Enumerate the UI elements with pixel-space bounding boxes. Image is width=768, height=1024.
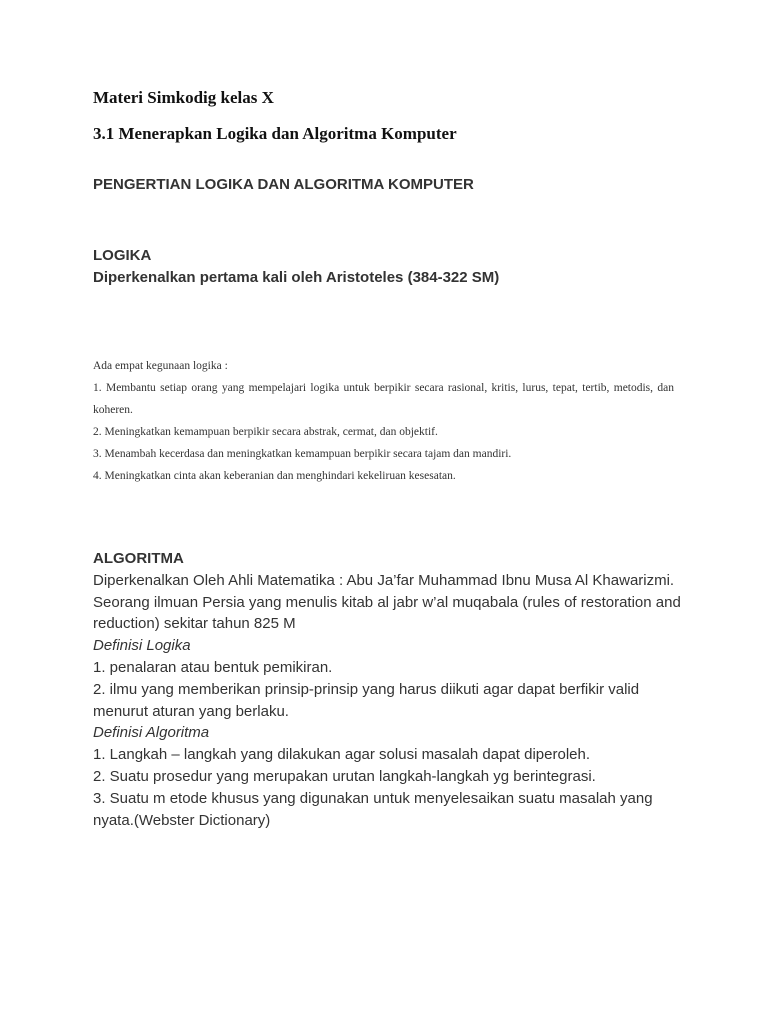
algoritma-heading: ALGORITMA bbox=[93, 550, 184, 567]
definisi-algoritma-heading: Definisi Algoritma bbox=[93, 724, 210, 742]
logika-use-item: 2. Meningkatkan kemampuan berpikir secara abstrak, cermat, dan objektif. bbox=[93, 426, 438, 438]
logika-intro: Diperkenalkan pertama kali oleh Aristoteles (384-322 SM) bbox=[93, 269, 500, 286]
logika-uses-intro: Ada empat kegunaan logika : bbox=[93, 360, 228, 372]
algoritma-section bbox=[93, 548, 683, 831]
definisi-algoritma-item: 2. Suatu prosedur yang merupakan urutan langkah-langkah yg berintegrasi. bbox=[93, 767, 596, 785]
definisi-logika-item: 1. penalaran atau bentuk pemikiran. bbox=[93, 658, 333, 676]
definisi-algoritma-item: 3. Suatu m etode khusus yang digunakan untuk menyelesaikan suatu masalah yang nyata.(Webster Dictionary) bbox=[93, 789, 653, 829]
definisi-logika-heading: Definisi Logika bbox=[93, 637, 191, 655]
logika-use-item: 1. Membantu setiap orang yang mempelajari logika untuk berpikir secara rasional, kritis, lurus, tepat, tertib, metodis, dan koheren. bbox=[93, 382, 674, 416]
algoritma-intro: Diperkenalkan Oleh Ahli Matematika : Abu Ja’far Muhammad Ibnu Musa Al Khawarizmi. Seorang ilmuan Persia yang menulis kitab al jabr w’al muqabala (rules of restoration and reduction) sekitar tahun 825 M bbox=[93, 571, 681, 633]
logika-uses bbox=[93, 355, 674, 487]
definisi-logika-item: 2. ilmu yang memberikan prinsip-prinsip yang harus diikuti agar dapat berfikir valid menurut aturan yang berlaku. bbox=[93, 680, 640, 720]
logika-use-item: 4. Meningkatkan cinta akan keberanian dan menghindari kekeliruan kesesatan. bbox=[93, 470, 456, 482]
logika-heading: LOGIKA bbox=[93, 247, 152, 264]
section-heading: PENGERTIAN LOGIKA DAN ALGORITMA KOMPUTER bbox=[93, 176, 474, 193]
document-subtitle: 3.1 Menerapkan Logika dan Algoritma Komputer bbox=[93, 124, 457, 143]
definisi-algoritma-item: 1. Langkah – langkah yang dilakukan agar solusi masalah dapat diperoleh. bbox=[93, 746, 591, 764]
document-title: Materi Simkodig kelas X bbox=[93, 88, 274, 107]
logika-use-item: 3. Menambah kecerdasa dan meningkatkan kemampuan berpikir secara tajam dan mandiri. bbox=[93, 448, 512, 460]
